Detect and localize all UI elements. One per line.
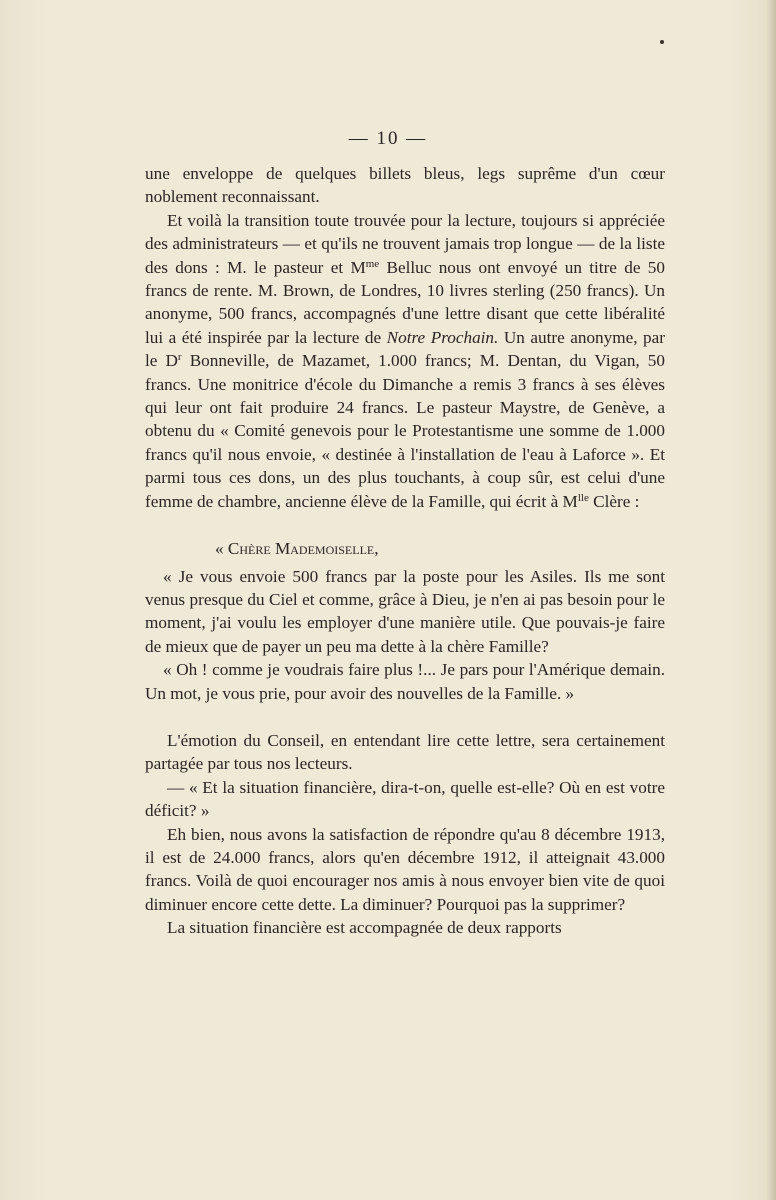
donations-text-b: Belluc nous ont envoyé un titre de 50 francs de rente. M. Brown, de Londres, 10 livres sterling (250 francs). Un anonyme, 500 francs, accompagnés d'une lettre disant que cette libéralité lui a été inspirée par la lecture de [145,257,665,347]
paragraph-1: une enveloppe de quelques billets bleus, legs suprême d'un cœur noblement reconnaissant. [145,164,665,207]
letter-paragraph-2: « Oh ! comme je voudrais faire plus !... Je pars pour l'Amérique demain. Un mot, je vous prie, pour avoir des nouvelles de la Famille. » [145,660,665,703]
ink-speck [660,40,664,44]
letter-paragraph-1: « Je vous envoie 500 francs par la poste pour les Asiles. Ils me sont venus presque du Ciel et comme, grâce à Dieu, je n'en ai pas besoin pour le moment, j'ai voulu les employer d'une manière utile. Que pouvais-je faire de mieux que de payer un peu ma dette à la chère Famille? [145,566,665,656]
letter-salutation: « Chère Mademoiselle, [215,539,379,559]
page-edge-shadow [766,0,776,1200]
donations-text-e: Clère : [588,491,640,511]
body-text [145,162,665,940]
paragraph-deficit: Eh bien, nous avons la satisfaction de répondre qu'au 8 décembre 1913, il est de 24.000 francs, alors qu'en décembre 1912, il atteignait 43.000 francs. Voilà de quoi encourager nos amis à nous envoyer bien vite de quoi diminuer encore cette dette. La diminuer? Pourquoi pas la supprimer? [145,824,665,914]
paragraph-council: L'émotion du Conseil, en entendant lire cette lettre, sera certainement partagée par tous nos lecteurs. [145,730,665,774]
paragraph-reports: La situation financière est accompagnée de deux rapports [167,918,562,938]
journal-title: Notre Prochain. [386,327,499,347]
donations-text-c: Un autre anonyme, par le D [145,327,665,371]
donations-text-d: Bonneville, de Mazamet, 1.000 francs; M. Dentan, du Vigan, 50 francs. Une monitrice d'école du Dimanche a remis 3 francs à ses élèves qui leur ont fait produire 24 francs. Le pasteur Maystre, de Genève, a obtenu du « Comité genevois pour le Protestantisme une somme de 1.000 francs qu'il nous envoie, « destinée à l'installation de l'eau à Laforce ». Et parmi tous ces dons, un des plus touchants, à coup sûr, est celui d'une femme de chambre, ancienne élève de la Famille, qui écrit à M [145,351,665,511]
superscript-r: r [177,351,182,364]
page-number: — 10 — [348,128,428,149]
paragraph-question: — « Et la situation financière, dira-t-on, quelle est-elle? Où en est votre déficit? » [145,777,665,821]
superscript-lle: lle [577,491,589,504]
donations-text-a: Et voilà la transition toute trouvée pour la lecture, toujours si appréciée des administrateurs — et qu'ils ne trouvent jamais trop longue — de la liste des dons : M. le pasteur et M [145,210,665,277]
paragraph-donations [145,209,665,513]
superscript-me: me [365,257,380,270]
